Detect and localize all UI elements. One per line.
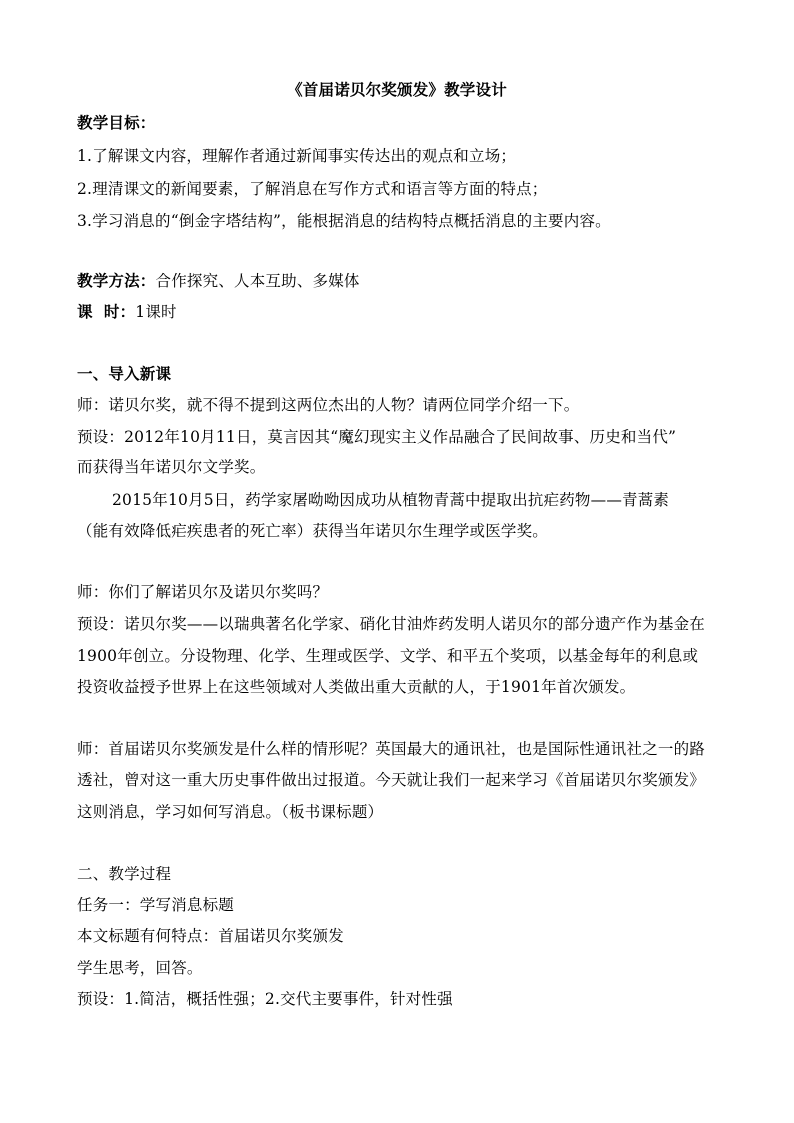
paragraph-line: 师：首届诺贝尔奖颁发是什么样的情形呢？英国最大的通讯社，也是国际性通讯社之一的路	[77, 740, 706, 758]
section1-heading: 一、导入新课	[77, 364, 172, 383]
paragraph-line: 任务一：学写消息标题	[77, 896, 235, 914]
document-title: 《首届诺贝尔奖颁发》教学设计	[287, 80, 507, 99]
teaching-method-label: 教学方法：	[77, 271, 156, 290]
paragraph-line: 本文标题有何特点：首届诺贝尔奖颁发	[77, 927, 344, 945]
objective-item-3: 3.学习消息的“倒金字塔结构”，能根据消息的结构特点概括消息的主要内容。	[77, 212, 611, 230]
objectives-heading: 教学目标：	[77, 113, 156, 132]
paragraph-line: （能有效降低疟疾患者的死亡率）获得当年诺贝尔生理学或医学奖。	[77, 522, 549, 540]
paragraph-line: 这则消息，学习如何写消息。（板书课标题）	[77, 803, 384, 821]
paragraph-line: 师：诺贝尔奖，就不得不提到这两位杰出的人物？请两位同学介绍一下。	[77, 396, 580, 414]
class-period-value: 1课时	[135, 303, 177, 321]
paragraph-line: 预设：2012年10月11日，莫言因其“魔幻现实主义作品融合了民间故事、历史和当代”	[77, 428, 677, 446]
paragraph-line: 学生思考，回答。	[77, 959, 203, 977]
section2-heading: 二、教学过程	[77, 865, 172, 883]
paragraph-line: 预设：诺贝尔奖——以瑞典著名化学家、硝化甘油炸药发明人诺贝尔的部分遗产作为基金在	[77, 615, 706, 633]
class-period	[77, 302, 727, 322]
paragraph-line: 而获得当年诺贝尔文学奖。	[77, 458, 266, 476]
paragraph-line: 师：你们了解诺贝尔及诺贝尔奖吗？	[77, 583, 329, 601]
paragraph-line: 1900年创立。分设物理、化学、生理或医学、文学、和平五个奖项，以基金每年的利息或	[77, 647, 699, 665]
teaching-method-value: 合作探究、人本互助、多媒体	[155, 272, 360, 290]
paragraph-line: 2015年10月5日，药学家屠呦呦因成功从植物青蒿中提取出抗疟药物——青蒿素	[112, 491, 670, 509]
paragraph-line: 预设：1.简洁，概括性强；2.交代主要事件，针对性强	[77, 990, 453, 1008]
teaching-method	[77, 271, 727, 291]
class-period-label: 课 时：	[77, 302, 136, 321]
paragraph-line: 透社，曾对这一重大历史事件做出过报道。今天就让我们一起来学习《首届诺贝尔奖颁发》	[77, 771, 706, 789]
objective-item-1: 1.了解课文内容，理解作者通过新闻事实传达出的观点和立场；	[77, 147, 517, 165]
paragraph-line: 投资收益授予世界上在这些领域对人类做出重大贡献的人，于1901年首次颁发。	[77, 678, 636, 696]
objective-item-2: 2.理清课文的新闻要素，了解消息在写作方式和语言等方面的特点；	[77, 180, 548, 198]
